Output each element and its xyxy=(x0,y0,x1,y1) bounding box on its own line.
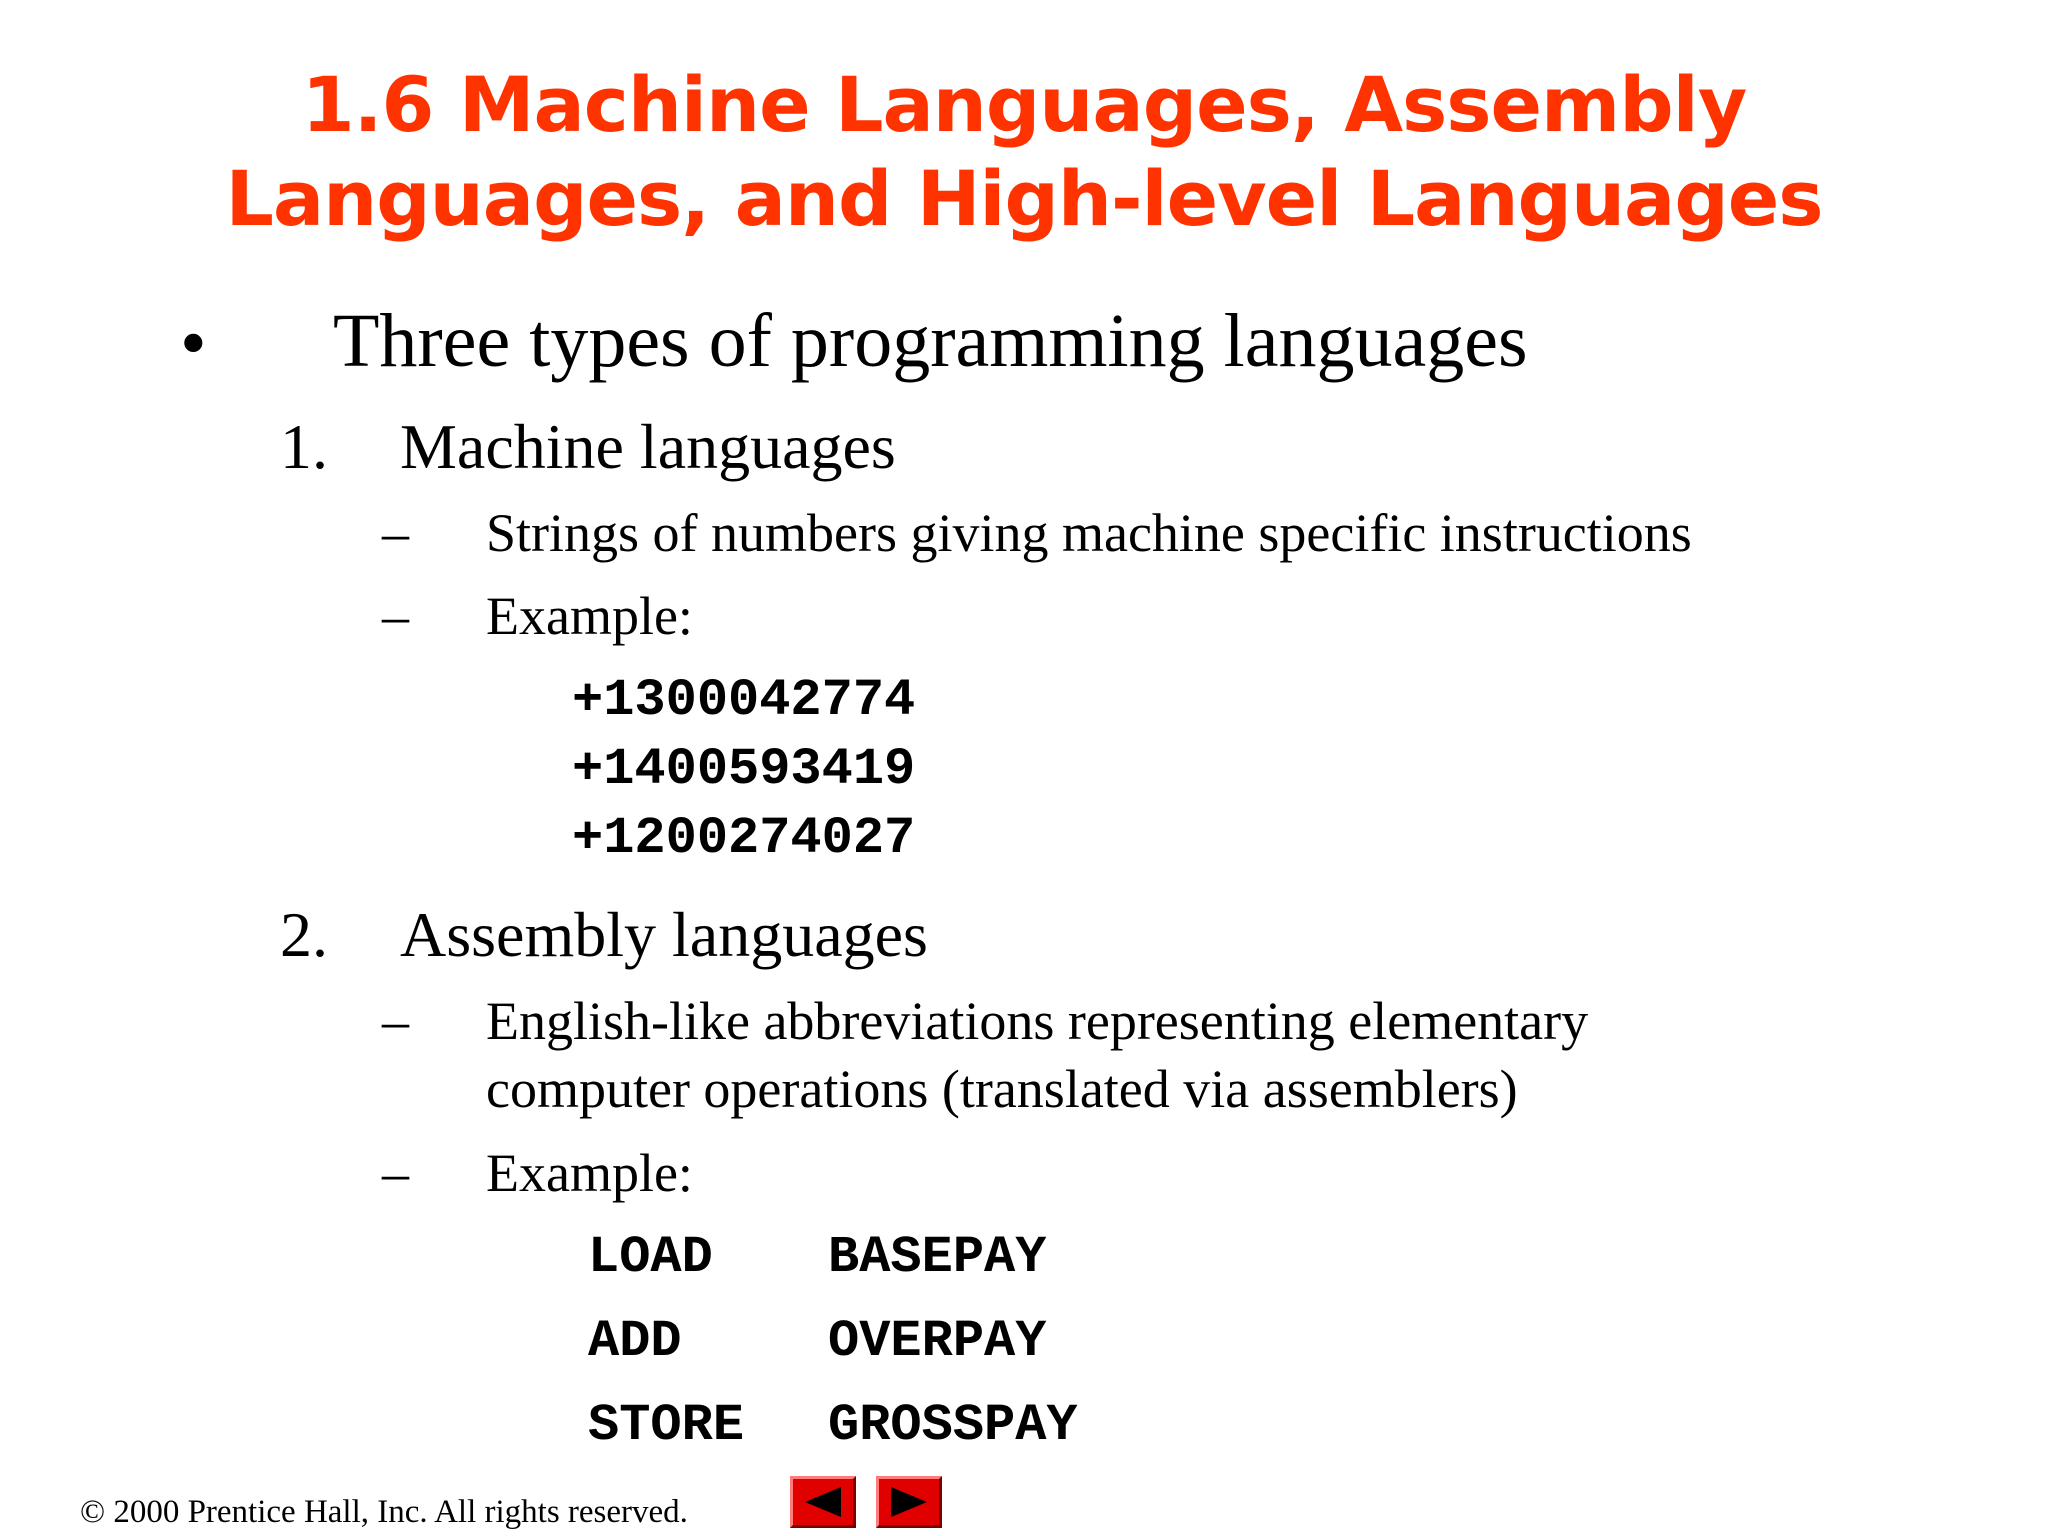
title-line-2: Languages, and High-level Languages xyxy=(225,154,1823,243)
item-1-sub-1-text: Strings of numbers giving machine specific instructions xyxy=(486,503,1692,563)
assembly-arg: OVERPAY xyxy=(828,1312,1047,1371)
machine-code-line: +1300042774 xyxy=(572,671,916,730)
item-1-label: Machine languages xyxy=(400,411,896,482)
item-2-sub-2-text: Example: xyxy=(486,1143,693,1203)
item-2-sub-1-text-line-2: computer operations (translated via assemblers) xyxy=(486,1059,1518,1119)
left-arrow-icon xyxy=(793,1479,853,1525)
slide-title xyxy=(0,58,2048,246)
right-arrow-icon xyxy=(879,1479,939,1525)
item-1-number: 1. xyxy=(280,411,328,482)
previous-slide-button[interactable] xyxy=(790,1476,856,1528)
item-1-sub-1-dash: – xyxy=(382,503,409,563)
next-slide-button[interactable] xyxy=(876,1476,942,1528)
assembly-op: STORE xyxy=(588,1396,745,1455)
item-1-sub-2-dash: – xyxy=(382,586,409,646)
assembly-op: ADD xyxy=(588,1312,682,1371)
bullet-symbol: • xyxy=(180,301,207,385)
machine-code-line: +1200274027 xyxy=(572,809,916,868)
title-line-1: 1.6 Machine Languages, Assembly xyxy=(301,60,1747,149)
item-2-sub-1-text-line-1: English-like abbreviations representing elementary xyxy=(486,991,1589,1051)
item-2-sub-1-dash: – xyxy=(382,991,409,1051)
assembly-op: LOAD xyxy=(588,1228,713,1287)
item-1-sub-2-text: Example: xyxy=(486,586,693,646)
item-2-label: Assembly languages xyxy=(400,899,928,970)
copyright-notice: © 2000 Prentice Hall, Inc. All rights reserved. xyxy=(80,1494,688,1530)
item-2-sub-2-dash: – xyxy=(382,1143,409,1203)
bullet-text: Three types of programming languages xyxy=(333,299,1528,383)
machine-code-line: +1400593419 xyxy=(572,740,916,799)
assembly-arg: BASEPAY xyxy=(828,1228,1047,1287)
assembly-arg: GROSSPAY xyxy=(828,1396,1078,1455)
item-2-number: 2. xyxy=(280,899,328,970)
